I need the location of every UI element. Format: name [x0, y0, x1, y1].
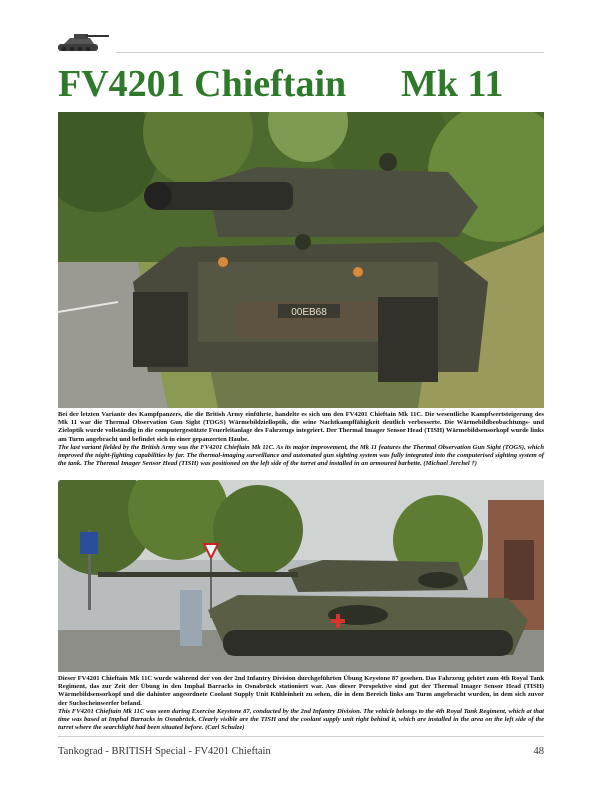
page-title [58, 64, 544, 108]
title-mark: Mk 11 [401, 63, 504, 105]
footer-rule [58, 736, 544, 737]
title-main: FV4201 Chieftain [58, 63, 347, 105]
caption-2 [58, 675, 544, 732]
caption-2-english: This FV4201 Chieftain Mk 11C was seen during Exercise Keystone 87, conducted by the 2nd Infantry Division. The vehicle belongs to the 4th Royal Tank Regiment, which at that time was based at Imphal Barracks in Osnabrück. Clearly visible are the TISH and the coolant supply unit right behind it, which are installed in the area on the left side of the turret where the searchlight had been situated before. (Carl Schulze) [58, 707, 544, 732]
photo-chieftain-side [58, 480, 544, 672]
caption-2-german: Dieser FV4201 Chieftain Mk 11C wurde während der von der 2nd Infantry Division durchgeführten Übung Keystone 87 gesehen. Das Fahrzeug gehört zum 4th Royal Tank Regiment, das zur Zeit der Übung in den Imphal Barracks in Osnabrück stationiert war. Aus dieser Perspektive sind gut der Thermal Imager Sensor Head (TISH) Wärmebildsensorkopf und die dahinter angeordnete Coolant Supply Unit Kühleinheit zu sehen, die in dem Bereich links am Turm angebracht wurden, in dem sich zuvor der Suchscheinwerfer befand. [58, 675, 544, 707]
page-number: 48 [533, 746, 544, 757]
header-rule [116, 52, 544, 53]
caption-1-german: Bei der letzten Variante des Kampfpanzers, die die British Army einführte, handelte es sich um den FV4201 Chieftain Mk 11C. Die wesentliche Kampfwertsteigerung des Mk 11 war die Thermal Observation Gun Sight (TOGS) Wärmebildzielloptik, die seine Nachtkampffähigkeit deutlich verbesserte. Die Wärmebildbeobachtungs- und Zieloptik wurde vollständig in die computergestützte Feuerleitanlage des Fahrzeugs integriert. Der Thermal Imager Sensor Head (TISH) Wärmebildsensorkopf wurde links am Turm angebracht und befindet sich in einer gepanzerten Haube. [58, 411, 544, 443]
tank-silhouette-icon [56, 30, 110, 54]
footer-title: Tankograd - BRITISH Special - FV4201 Chieftain [58, 746, 271, 757]
caption-1 [58, 411, 544, 468]
caption-1-english: The last variant fielded by the British Army was the FV4201 Chieftain Mk 11C. As its major improvement, the Mk 11 features the Thermal Observation Gun Sight (TOGS), which improved the night-fighting capabilities by far. The thermal-imaging surveillance and automated gun sighting system was fully integrated into the computerised sighting system of the tank. The Thermal Imager Sensor Head (TISH) was positioned on the left side of the turret and installed in an armoured barbette. (Michael Jerchel †) [58, 443, 544, 468]
hull-number: 00EB68 [291, 307, 327, 318]
photo-chieftain-front [58, 112, 544, 408]
